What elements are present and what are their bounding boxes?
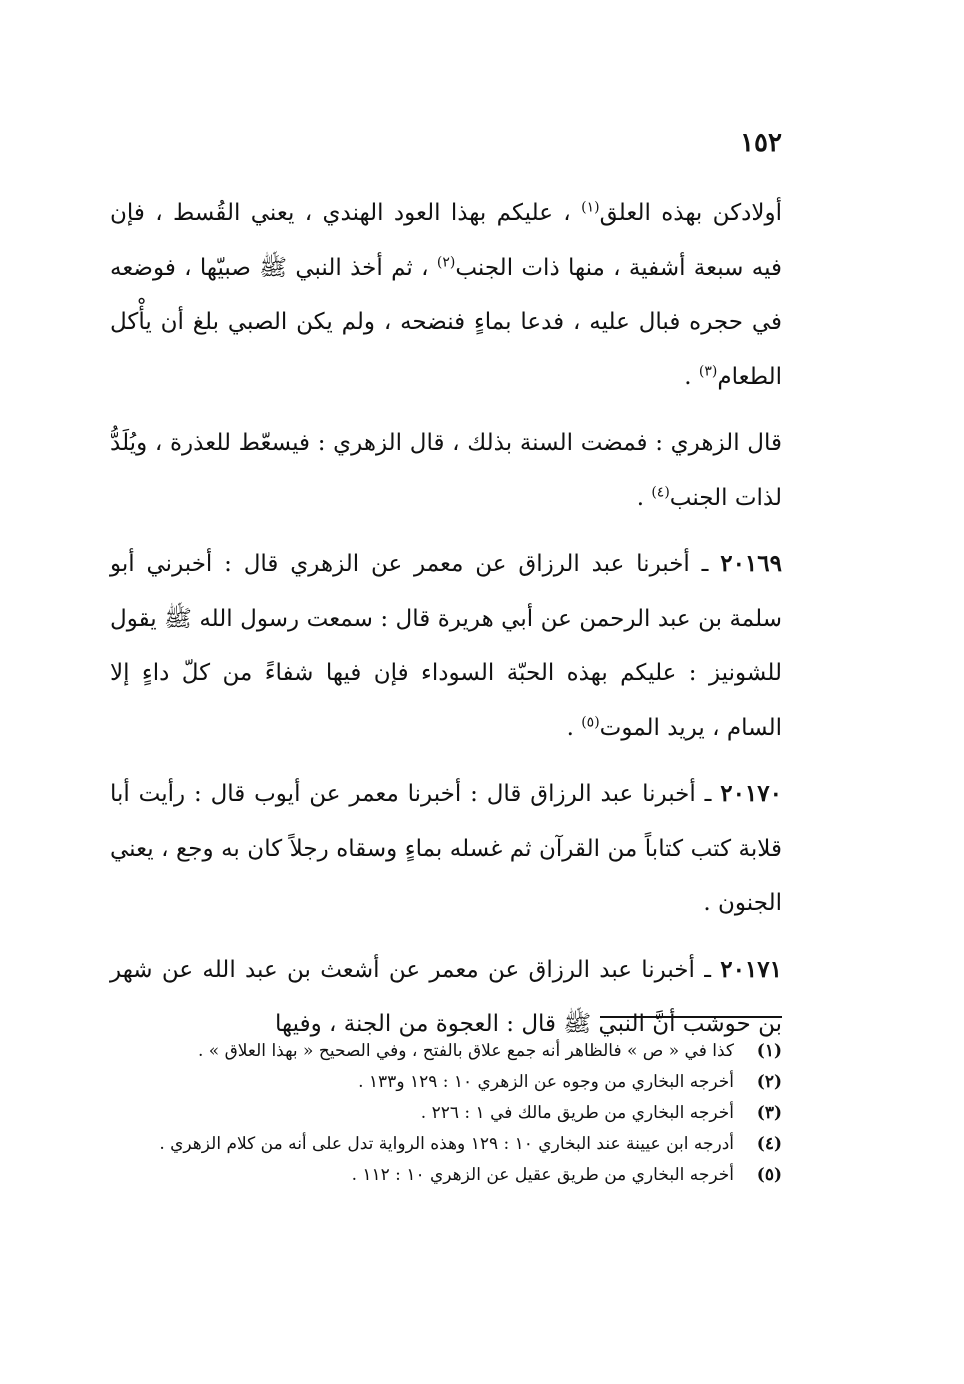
hadith-entry bbox=[110, 767, 782, 931]
footnote-mark: (٢) bbox=[756, 1072, 782, 1092]
footnote-ref: (٥) bbox=[581, 713, 600, 730]
footnote-text: أخرجه البخاري من وجوه عن الزهري ١٠ : ١٢٩ و١٣٣ . bbox=[358, 1072, 734, 1092]
footnote bbox=[104, 1160, 782, 1191]
footnote-ref: (١) bbox=[581, 199, 600, 216]
paragraph-text: ـ أخبرنا عبد الرزاق قال : أخبرنا معمر عن أيوب قال : رأيت أبا قلابة كتب كتاباً من القرآن ثم غسله بماءٍ وسقاه رجلاً كان به وجع ، يعني الجنون . bbox=[110, 781, 782, 916]
footnote-text: أخرجه البخاري من طريق عقيل عن الزهري ١٠ : ١١٢ . bbox=[351, 1165, 734, 1185]
footnotes bbox=[104, 1036, 782, 1191]
footnote bbox=[104, 1067, 782, 1098]
hadith-number: ٢٠١٧٠ bbox=[720, 780, 782, 807]
hadith-entry bbox=[110, 537, 782, 755]
footnote-text: أخرجه البخاري من طريق مالك في ١ : ٢٢٦ . bbox=[420, 1103, 734, 1123]
footnote-text: كذا في « ص » فالظاهر أنه جمع علاق بالفتح ، وفي الصحيح « بهذا العلاق » . bbox=[197, 1041, 734, 1061]
paragraph-text: . bbox=[684, 363, 699, 390]
paragraph-text: ـ أخبرنا عبد الرزاق عن معمر عن الزهري قال : أخبرني أبو سلمة بن عبد الرحمن عن أبي هريرة قال : سمعت رسول الله ﷺ يقول للشونيز : عليكم بهذه الحبّة السوداء فإن فيها شفاءً من كلّ داءٍ إلا السام ، يريد الموت bbox=[110, 551, 782, 741]
paragraph-text: قال الزهري : فمضت السنة بذلك ، قال الزهري : فيسعّط للعذرة ، ويُلَدُّ لذات الجنب bbox=[110, 430, 782, 511]
footnote-mark: (١) bbox=[756, 1041, 782, 1061]
paragraph-text: ، ثم أخذ النبي ﷺ صبيّها ، فوضعه في حجره فبال عليه ، فدعا بماءٍ فنضحه ، ولم يكن الصبي بلغ أن يأْكل الطعام bbox=[110, 254, 782, 390]
paragraph-text: . bbox=[636, 484, 652, 511]
paragraph bbox=[110, 416, 782, 525]
footnote-mark: (٥) bbox=[756, 1165, 782, 1185]
footnote bbox=[104, 1129, 782, 1160]
footnote-ref: (٣) bbox=[698, 362, 718, 379]
hadith-number: ٢٠١٧١ bbox=[720, 955, 782, 983]
paragraph-text: . bbox=[566, 714, 582, 741]
paragraph-text: أولادكن بهذه العلق bbox=[599, 200, 783, 226]
paragraph-text: ، عليكم بهذا العود الهندي ، يعني القُسط ، فإن فيه سبعة أشفية ، منها ذات الجنب bbox=[110, 200, 783, 281]
footnote-mark: (٣) bbox=[756, 1103, 782, 1123]
footnote-mark: (٤) bbox=[756, 1134, 782, 1154]
main-text bbox=[110, 186, 782, 1052]
paragraph bbox=[110, 186, 782, 404]
paragraph-text: ـ أخبرنا عبد الرزاق عن معمر عن أشعث بن عبد الله عن شهر بن حوشب أنَّ النبي ﷺ قال : العجوة من الجنة ، وفيها bbox=[110, 956, 782, 1037]
page-number: ١٥٢ bbox=[740, 128, 782, 158]
hadith-number: ٢٠١٦٩ bbox=[720, 550, 782, 577]
footnote bbox=[104, 1036, 782, 1067]
footnote-ref: (٢) bbox=[436, 253, 456, 270]
footnote-ref: (٤) bbox=[651, 483, 670, 500]
footnote bbox=[104, 1098, 782, 1129]
footnote-divider bbox=[600, 1016, 782, 1018]
footnote-text: أدرجه ابن عيينة عند البخاري ١٠ : ١٢٩ وهذه الرواية تدل على أنه من كلام الزهري . bbox=[159, 1134, 734, 1154]
